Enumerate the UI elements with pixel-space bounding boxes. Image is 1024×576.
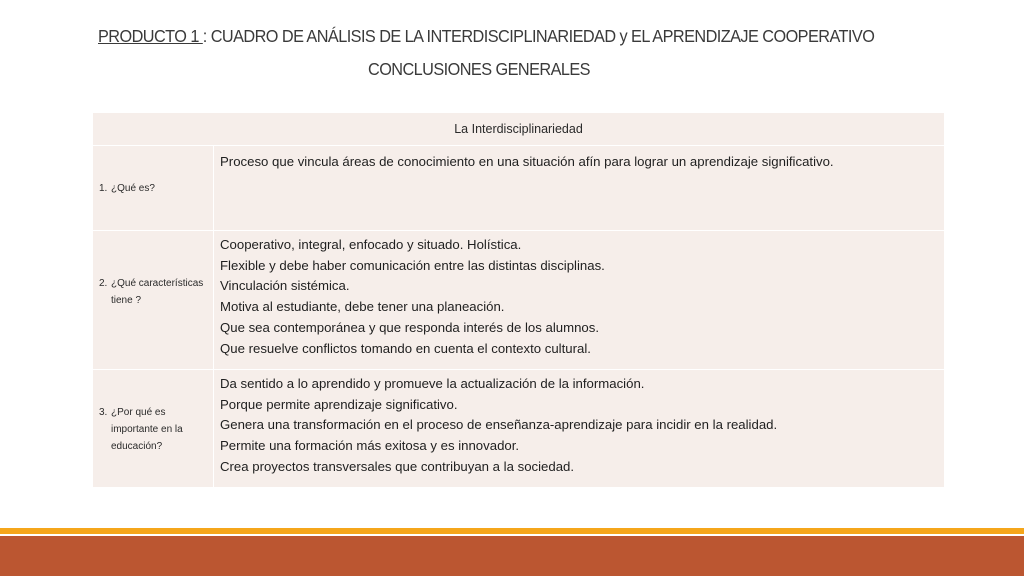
- slide-title: [98, 26, 875, 47]
- analysis-table: [92, 112, 945, 488]
- footer-accent-thin-bar: [0, 528, 1024, 534]
- answer-line: Que sea contemporánea y que responda interés de los alumnos.: [220, 319, 600, 335]
- table-header: La Interdisciplinariedad: [93, 113, 945, 146]
- answer-line: Motiva al estudiante, debe tener una planeación.: [220, 299, 505, 315]
- question-cell: [93, 146, 214, 231]
- question-number: 3.: [99, 407, 108, 418]
- question-number: 2.: [99, 278, 108, 289]
- answer-line: Que resuelve conflictos tomando en cuenta el contexto cultural.: [220, 340, 591, 356]
- answer-cell: [214, 231, 945, 370]
- answer-cell: [214, 146, 945, 231]
- table-row: [93, 370, 945, 488]
- question-text: ¿Qué características tiene ?: [111, 278, 204, 306]
- question-text: ¿Por qué es importante en la educación?: [111, 407, 183, 452]
- answer-line: Porque permite aprendizaje significativo.: [220, 396, 458, 412]
- question-cell: [93, 231, 214, 370]
- answer-line: Proceso que vincula áreas de conocimiento en una situación afín para lograr un aprendizaje significativo.: [220, 154, 834, 169]
- title-underlined: PRODUCTO 1: [98, 26, 203, 46]
- answer-line: Cooperativo, integral, enfocado y situado. Holística.: [220, 237, 522, 252]
- table-row: [93, 231, 945, 370]
- answer-cell: [214, 370, 945, 488]
- question-number: 1.: [99, 183, 108, 194]
- table-header-row: [93, 113, 945, 146]
- answer-line: Crea proyectos transversales que contribuyan a la sociedad.: [220, 458, 575, 474]
- question-cell: [93, 370, 214, 488]
- answer-line: Permite una formación más exitosa y es innovador.: [220, 438, 520, 454]
- slide-subtitle: CONCLUSIONES GENERALES: [368, 59, 590, 79]
- question-text: ¿Qué es?: [111, 183, 155, 194]
- answer-line: Flexible y debe haber comunicación entre las distintas disciplinas.: [220, 257, 605, 273]
- answer-line: Genera una transformación en el proceso de enseñanza-aprendizaje para incidir en la realidad.: [220, 417, 778, 433]
- answer-line: Da sentido a lo aprendido y promueve la actualización de la información.: [220, 376, 645, 391]
- title-rest: : CUADRO DE ANÁLISIS DE LA INTERDISCIPLINARIEDAD y EL APRENDIZAJE COOPERATIVO: [202, 26, 875, 46]
- footer-accent-thick-bar: [0, 536, 1024, 576]
- answer-line: Vinculación sistémica.: [220, 278, 350, 294]
- table-row: [93, 146, 945, 231]
